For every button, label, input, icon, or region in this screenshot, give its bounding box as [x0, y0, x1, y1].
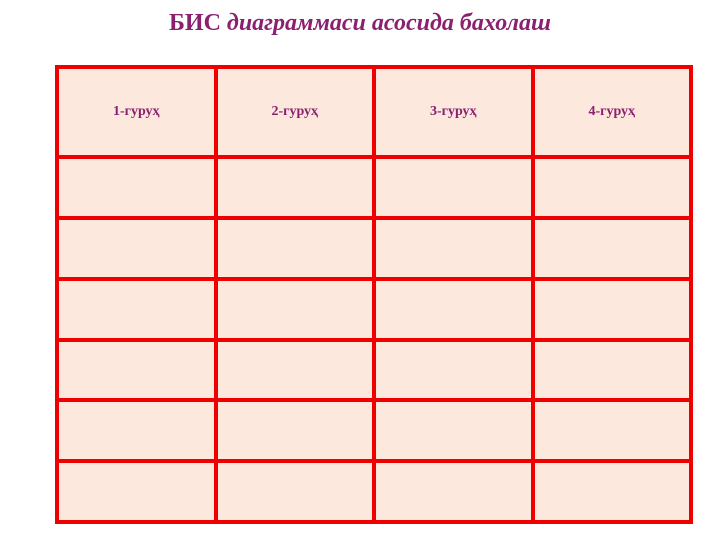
title-italic: диаграммаси асосида бахолаш [226, 10, 551, 36]
table-cell [216, 400, 375, 461]
table-cell [57, 461, 216, 522]
title-plain: БИС [169, 10, 221, 36]
table-cell [374, 461, 533, 522]
table-cell [533, 340, 692, 401]
table-cell [216, 279, 375, 340]
header-cell-group-3: 3-гуруҳ [374, 67, 533, 157]
table-cell [374, 340, 533, 401]
table-cell [216, 218, 375, 279]
table-cell [533, 461, 692, 522]
table-row [57, 400, 691, 461]
table-cell [57, 279, 216, 340]
table-row [57, 218, 691, 279]
table-cell [374, 157, 533, 218]
table-header-row [57, 67, 691, 157]
table-row [57, 461, 691, 522]
table-cell [533, 400, 692, 461]
table-cell [533, 157, 692, 218]
table-row [57, 157, 691, 218]
table-cell [57, 340, 216, 401]
table-cell [57, 218, 216, 279]
table-cell [374, 400, 533, 461]
header-cell-group-1: 1-гуруҳ [57, 67, 216, 157]
table-row [57, 279, 691, 340]
table-cell [57, 400, 216, 461]
table-cell [533, 218, 692, 279]
table-cell [216, 340, 375, 401]
table-row [57, 340, 691, 401]
evaluation-table [55, 65, 693, 524]
table-cell [533, 279, 692, 340]
table-cell [57, 157, 216, 218]
header-cell-group-4: 4-гуруҳ [533, 67, 692, 157]
table-cell [374, 279, 533, 340]
header-cell-group-2: 2-гуруҳ [216, 67, 375, 157]
table-cell [374, 218, 533, 279]
table-cell [216, 157, 375, 218]
table-cell [216, 461, 375, 522]
slide-title [0, 8, 720, 38]
